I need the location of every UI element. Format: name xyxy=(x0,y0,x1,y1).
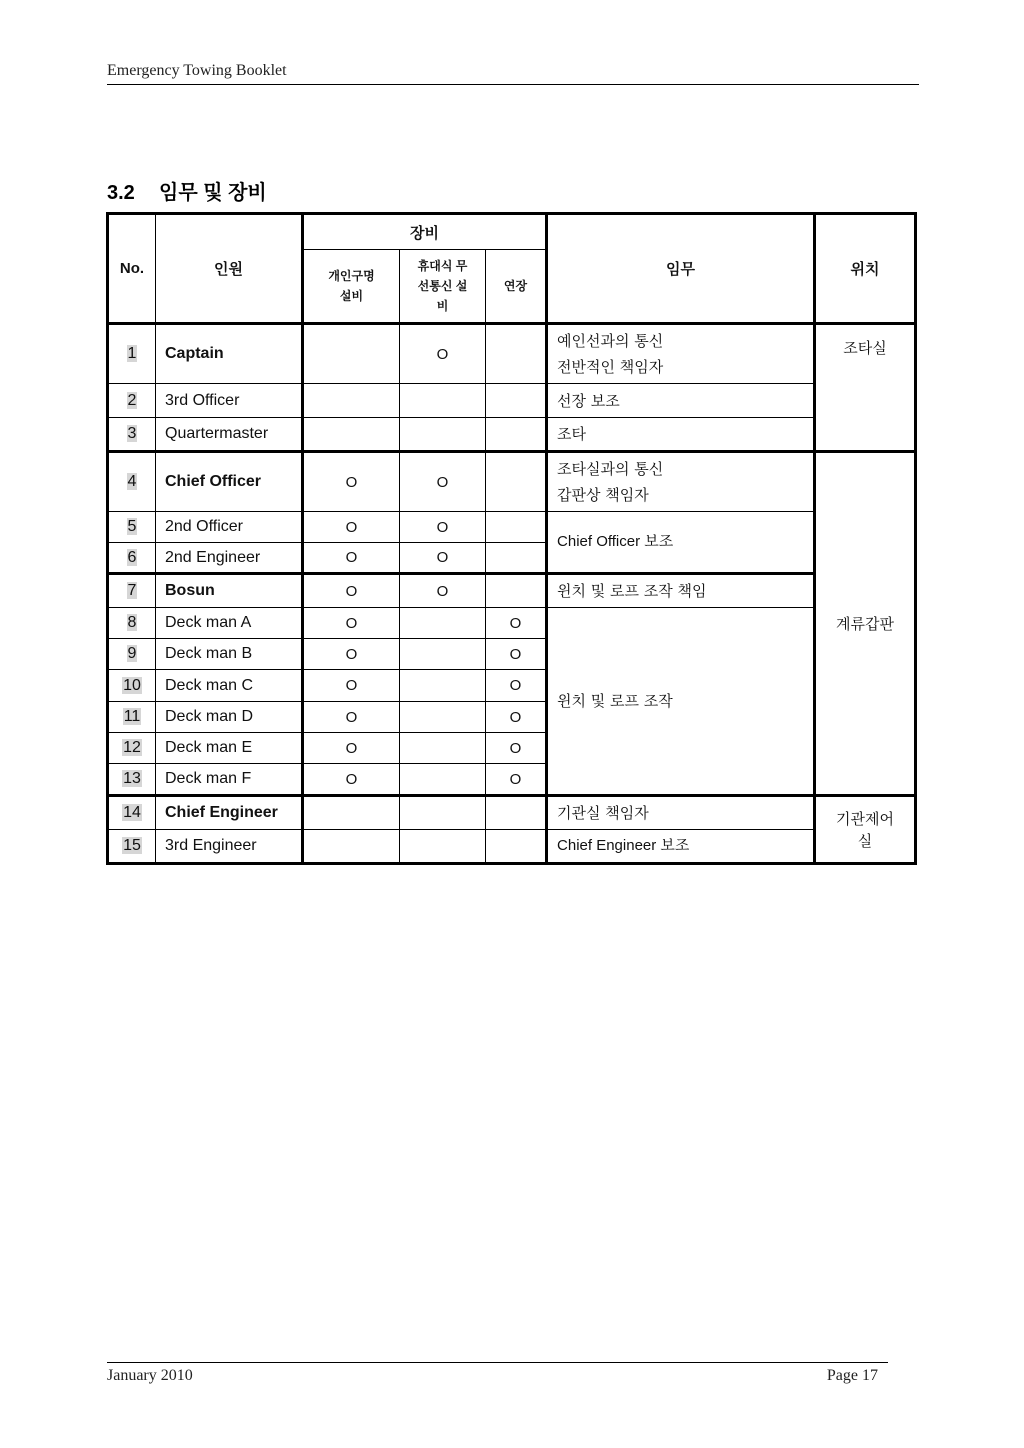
table-row xyxy=(108,418,916,452)
header-personnel: 인원 xyxy=(156,214,303,324)
header-title: Emergency Towing Booklet xyxy=(107,62,287,79)
row-no: 7 xyxy=(108,574,156,608)
row-personal: O xyxy=(303,764,400,796)
header-duty: 임무 xyxy=(547,214,815,324)
row-personal xyxy=(303,384,400,418)
row-personal: O xyxy=(303,670,400,702)
row-personal: O xyxy=(303,733,400,764)
duty-chief-officer-assist: Chief Officer 보조 xyxy=(547,512,815,574)
row-radio: O xyxy=(400,543,486,574)
duty-deckmen: 윈치 및 로프 조작 xyxy=(547,608,815,796)
row-name: 2nd Officer xyxy=(156,512,303,543)
row-extension xyxy=(486,512,547,543)
row-radio xyxy=(400,608,486,639)
row-personal xyxy=(303,830,400,864)
row-name: Deck man B xyxy=(156,639,303,670)
row-no: 11 xyxy=(108,702,156,733)
row-personal xyxy=(303,796,400,830)
table-row xyxy=(108,830,916,864)
row-extension: O xyxy=(486,733,547,764)
header-no: No. xyxy=(108,214,156,324)
duty-bosun: 윈치 및 로프 조작 책임 xyxy=(547,574,815,608)
location-bridge: 조타실 xyxy=(815,324,916,452)
row-extension xyxy=(486,384,547,418)
row-radio xyxy=(400,670,486,702)
duty-quartermaster: 조타 xyxy=(547,418,815,452)
row-extension: O xyxy=(486,702,547,733)
row-radio xyxy=(400,733,486,764)
row-radio: O xyxy=(400,324,486,384)
table-row xyxy=(108,608,916,639)
row-no: 3 xyxy=(108,418,156,452)
table-row xyxy=(108,512,916,543)
row-name: 3rd Officer xyxy=(156,384,303,418)
row-extension xyxy=(486,830,547,864)
row-radio xyxy=(400,764,486,796)
duty-chief-engineer: 기관실 책임자 xyxy=(547,796,815,830)
row-no: 8 xyxy=(108,608,156,639)
header-location: 위치 xyxy=(815,214,916,324)
row-extension xyxy=(486,796,547,830)
duties-equipment-table xyxy=(106,212,917,865)
duty-chief-engineer-assist: Chief Engineer 보조 xyxy=(547,830,815,864)
row-no: 1 xyxy=(108,324,156,384)
row-no: 4 xyxy=(108,452,156,512)
row-no: 13 xyxy=(108,764,156,796)
footer-date: January 2010 xyxy=(107,1367,193,1384)
location-engine-control: 기관제어 실 xyxy=(815,796,916,864)
row-extension xyxy=(486,574,547,608)
row-name: Deck man A xyxy=(156,608,303,639)
row-personal: O xyxy=(303,512,400,543)
row-personal: O xyxy=(303,608,400,639)
row-name: Deck man C xyxy=(156,670,303,702)
row-no: 2 xyxy=(108,384,156,418)
header-equipment: 장비 xyxy=(303,214,547,250)
row-name: Deck man D xyxy=(156,702,303,733)
row-name: Captain xyxy=(156,324,303,384)
row-radio xyxy=(400,702,486,733)
section-number: 3.2 xyxy=(107,182,135,204)
page-footer xyxy=(107,1362,888,1387)
row-radio xyxy=(400,796,486,830)
row-no: 10 xyxy=(108,670,156,702)
row-name: Bosun xyxy=(156,574,303,608)
row-personal: O xyxy=(303,452,400,512)
row-personal: O xyxy=(303,702,400,733)
row-extension: O xyxy=(486,639,547,670)
row-radio xyxy=(400,418,486,452)
row-radio xyxy=(400,830,486,864)
row-extension xyxy=(486,543,547,574)
section-heading xyxy=(107,176,267,205)
row-radio: O xyxy=(400,574,486,608)
table-row xyxy=(108,384,916,418)
row-no: 14 xyxy=(108,796,156,830)
table-row xyxy=(108,452,916,512)
row-name: Deck man F xyxy=(156,764,303,796)
row-personal xyxy=(303,418,400,452)
duty-third-officer: 선장 보조 xyxy=(547,384,815,418)
location-mooring-deck: 계류갑판 xyxy=(815,452,916,796)
row-extension xyxy=(486,324,547,384)
section-title: 임무 및 장비 xyxy=(159,182,267,204)
row-personal: O xyxy=(303,543,400,574)
row-personal: O xyxy=(303,639,400,670)
table-row xyxy=(108,324,916,384)
table-row xyxy=(108,796,916,830)
row-radio: O xyxy=(400,512,486,543)
header-equip-personal: 개인구명 설비 xyxy=(303,250,400,324)
row-extension: O xyxy=(486,608,547,639)
row-extension xyxy=(486,418,547,452)
row-name: 2nd Engineer xyxy=(156,543,303,574)
row-name: Deck man E xyxy=(156,733,303,764)
header-equip-radio: 휴대식 무선통신 설비 xyxy=(400,250,486,324)
row-extension: O xyxy=(486,670,547,702)
row-no: 5 xyxy=(108,512,156,543)
duty-captain: 예인선과의 통신 전반적인 책임자 xyxy=(547,324,815,384)
row-no: 6 xyxy=(108,543,156,574)
row-extension xyxy=(486,452,547,512)
footer-page-number: Page 17 xyxy=(826,1367,878,1384)
row-personal xyxy=(303,324,400,384)
row-no: 15 xyxy=(108,830,156,864)
row-personal: O xyxy=(303,574,400,608)
duty-chief-officer: 조타실과의 통신 갑판상 책임자 xyxy=(547,452,815,512)
row-no: 12 xyxy=(108,733,156,764)
row-name: Chief Officer xyxy=(156,452,303,512)
row-radio xyxy=(400,384,486,418)
row-extension: O xyxy=(486,764,547,796)
row-name: Quartermaster xyxy=(156,418,303,452)
row-radio: O xyxy=(400,452,486,512)
row-name: Chief Engineer xyxy=(156,796,303,830)
row-name: 3rd Engineer xyxy=(156,830,303,864)
page-header xyxy=(107,62,919,85)
row-radio xyxy=(400,639,486,670)
row-no: 9 xyxy=(108,639,156,670)
table-row xyxy=(108,574,916,608)
header-equip-extension: 연장 xyxy=(486,250,547,324)
